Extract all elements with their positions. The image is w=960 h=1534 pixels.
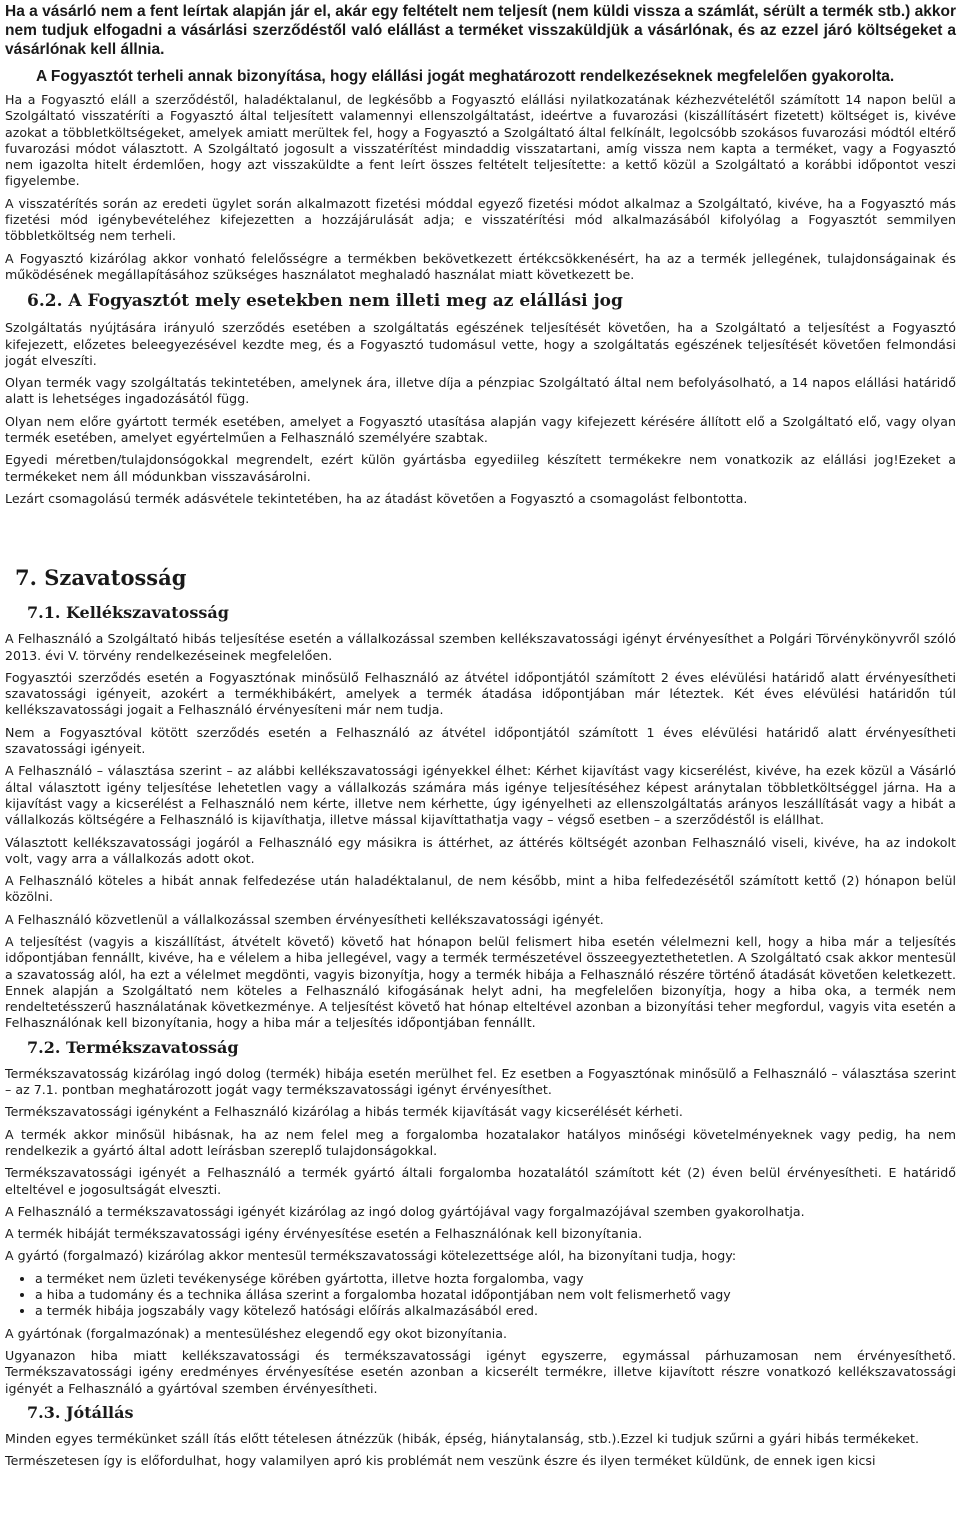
section-7-1-paragraph: A Felhasználó közvetlenül a vállalkozással szemben érvényesítheti kellékszavatossági igényét. [5,911,604,927]
section-7-1-heading: 7.1. Kellékszavatosság [27,603,229,623]
section-7-3-paragraph: Természetesen így is előfordulhat, hogy valamilyen apró kis problémát nem veszünk észre és ilyen terméket küldünk, de ennek igen kicsi [5,1453,876,1469]
section-7-2-paragraph: A termék akkor minősül hibásnak, ha az nem felel meg a forgalomba hozatalakor hatályos minőségi követelményeknek vagy pedig, ha nem rendelkezik a gyártó által adott leírásban szereplő tulajdonságokkal. [5,1126,956,1158]
refund-paragraph: Ha a Fogyasztó eláll a szerződéstől, haladéktalanul, de legkésőbb a Fogyasztó elállási nyilatkozatának kézhezvételétől számított 14 napon belül a Szolgáltató visszatéríti a Fogyasztó által teljesített valamennyi ellenszolgáltatást, ideértve a fuvarozási (kiszállításért fizetett) költséget is, kivéve azokat a többletköltségeket, amelyek amiatt merültek fel, hogy a Fogyasztó a Szolgáltató által felkínált, legolcsóbb szokásos fuvarozási módtól eltérő fuvarozási módot választott. A Szolgáltató jogosult a visszatérítést mindaddig visszatartani, amíg vissza nem kapta a terméket, vagy a Fogyasztó nem igazolta hitelt érdemlően, hogy azt visszaküldte a fent leírt összes feltételt teljesítette: a kettő közül a Szolgáltató a korábbi időpontot veszi figyelembe. [5,92,956,189]
intro-bold-proof-paragraph: A Fogyasztót terheli annak bizonyítása, hogy elállási jogát meghatározott rendelkezéseknek megfelelően gyakorolta. [36,68,895,85]
section-7-2-paragraph: A gyártó (forgalmazó) kizárólag akkor mentesül termékszavatossági kötelezettsége alól, ha bizonyítani tudja, hogy: [5,1248,737,1264]
section-7-3-paragraph: Minden egyes termékünket száll ítás előtt tételesen átnézzük (hibák, épség, hiánytalanság, stb.).Ezzel ki tudjuk szűrni a gyári hibás termékeket. [5,1430,920,1446]
depreciation-paragraph: A Fogyasztó kizárólag akkor vonható felelősségre a termékben bekövetkezett értékcsökkenésért, ha az a termék jellegének, tulajdonságainak és működésének megállapításához szükséges használatot meghaladó használat miatt következett be. [5,250,956,282]
section-6-2-paragraph: Olyan nem előre gyártott termék esetében, amelyet a Fogyasztó utasítása alapján vagy kifejezett kérésére állított elő a Szolgáltató elő, vagy olyan termék esetében, amelyet egyértelműen a Felhasználó személyére szabtak. [5,413,956,446]
section-6-2-paragraph: Olyan termék vagy szolgáltatás tekintetében, amelynek ára, illetve díja a pénzpiac Szolgáltató által nem befolyásolható, a 14 napos elállási határidő alatt is lehetséges ingadozásától függ. [5,375,956,407]
exemption-bullet-list [5,1271,956,1320]
section-7-2-paragraph: A Felhasználó a termékszavatossági igényét kizárólag az ingó dolog gyártójával vagy forgalmazójával szemben gyakorolhatja. [5,1203,805,1219]
section-6-2-paragraph: Szolgáltatás nyújtására irányuló szerződés esetében a szolgáltatás egészének teljesítését követően, ha a Szolgáltató a teljesítést a Fogyasztó kifejezett, előzetes beleegyezésével kezdte meg, és a Fogyasztó tudomásul vette, hogy a szolgáltatás egészének teljesítését követően felmondási jogát elveszíti. [5,320,956,368]
section-7-2-paragraph: Termékszavatosság kizárólag ingó dolog (termék) hibája esetén merülhet fel. Ez esetben a Fogyasztónak minősülő a Felhasználó – választása szerint – az 7.1. pontban meghatározott jogát vagy termékszavatossági igényt érvényesíthet. [5,1065,956,1098]
section-7-1-paragraph: A Felhasználó – választása szerint – az alábbi kellékszavatossági igényekkel élhet: Kérhet kijavítást vagy kicserélést, kivéve, ha ezek közül a Vásárló által választott igény teljesítése lehetetlen vagy a vállalkozás számára más igénye teljesítéséhez képest aránytalan többletköltséggel járna. Ha a kijavítást vagy a kicserélést a Felhasználó nem kérte, illetve nem kérhette, úgy igényelheti az ellenszolgáltatás arányos leszállítását vagy a hibát a vállalkozás költségére a Felhasználó is kijavíthatja, illetve mással kijavíttathatja vagy – végső esetben – a szerződéstől is elállhat. [5,763,956,828]
section-6-2-paragraph: Lezárt csomagolású termék adásvétele tekintetében, ha az átadást követően a Fogyasztó a csomagolást felbontotta. [5,490,748,506]
section-7-1-paragraph: Választott kellékszavatossági jogáról a Felhasználó egy másikra is áttérhet, az áttérés költségét azonban Felhasználó viseli, kivéve, ha az indokolt volt, vagy arra a vállalkozás adott okot. [5,834,956,866]
refund-method-paragraph: A visszatérítés során az eredeti ügylet során alkalmazott fizetési móddal egyező fizetési módot alkalmaz a Szolgáltató, kivéve, ha a Fogyasztó más fizetési mód igénybevételéhez kifejezetten a hozzájárulását adja; e visszatérítési mód alkalmazásából kifolyólag a Fogyasztót semmilyen többletköltség nem terheli. [5,195,956,244]
section-7-3-heading: 7.3. Jótállás [27,1402,134,1422]
section-7-2-heading: 7.2. Termékszavatosság [27,1037,239,1057]
section-7-1-paragraph: A Felhasználó köteles a hibát annak felfedezése után haladéktalanul, de nem később, mint a hiba felfedezésétől számított kettő (2) hónapon belül közölni. [5,873,956,905]
section-7-2-paragraph: Ugyanazon hiba miatt kellékszavatossági és termékszavatossági igényt egyszerre, egymással párhuzamosan nem érvényesíthető. Termékszavatossági igény eredményes érvényesítése esetén azonban a kicserélt termékre, illetve kijavított részre vonatkozó kellékszavatossági igényét a Felhasználó a gyártóval szemben érvényesítheti. [5,1347,956,1396]
section-7-1-paragraph: Nem a Fogyasztóval kötött szerződés esetén a Felhasználó az átvétel időpontjától számított 1 éves elévülési határidő alatt érvényesítheti szavatossági igényeit. [5,724,956,757]
section-7-2-paragraph: Termékszavatossági igényként a Felhasználó kizárólag a hibás termék kijavítását vagy kicserélését kérheti. [5,1104,683,1120]
intro-bold-paragraph: Ha a vásárló nem a fent leírtak alapján jár el, akár egy feltételt nem teljesít (nem küldi vissza a számlát, sérült a termék stb.) akkor nem tudjuk elfogadni a vásárlási szerződéstől való elállást a terméket visszaküldjük a vásárlónak, és az ezzel járó költségeket a vásárlónak kell állnia. [5,3,956,58]
section-7-1-paragraph: Fogyasztói szerződés esetén a Fogyasztónak minősülő Felhasználó az átvétel időpontjától számított 2 éves elévülési határidő alatt érvényesítheti szavatossági igényeit, azokért a termékhibákért, amelyek a termék átadása időpontjában már léteztek. Két éves elévülési határidőn túl kellékszavatossági jogait a Felhasználó érvényesíteni már nem tudja. [5,669,956,718]
section-6-2-paragraph: Egyedi méretben/tulajdonsógokkal megrendelt, ezért külön gyártásba egyediileg készített termékekre nem vonatkozik az elállási jog!Ezeket a termékeket nem áll módunkban visszavásárolni. [5,452,956,484]
list-item: • a terméket nem üzleti tevékenysége körében gyártotta, illetve hozta forgalomba, vagy [35,1271,956,1287]
section-7-2-paragraph: Termékszavatossági igényét a Felhasználó a termék gyártó általi forgalomba hozatalától számított két (2) éven belül érvényesítheti. E határidő elteltével e jogosultságát elveszti. [5,1165,956,1197]
section-7-2-paragraph: A termék hibáját termékszavatossági igény érvényesítése esetén a Felhasználónak kell bizonyítania. [5,1226,643,1242]
list-item: • a hiba a tudomány és a technika állása szerint a forgalomba hozatal időpontjában nem volt felismerhető vagy [35,1287,956,1303]
section-7-1-paragraph: A teljesítést (vagyis a kiszállítást, átvételt követő) követő hat hónapon belül felismert hiba esetén vélelmezni kell, hogy a hiba már a teljesítés időpontjában fennállt, kivéve, ha e vélelem a hiba jellegével, vagy a termék természetével összeegyeztethetetlen. A Szolgáltató csak akkor mentesül a szavatosság alól, ha ezt a vélelmet megdönti, vagyis bizonyítja, hogy a termék hibája a Felhasználó részére történő átadását követően keletkezett. Ennek alapján a Szolgáltató nem köteles a Felhasználó kifogásának helyt adni, ha megfelelően bizonyítja, hogy a hiba oka, a termék nem rendeltetésszerű használatának következménye. A teljesítést követő hat hónap elteltével azonban a bizonyítási teher megfordul, vagyis vita esetén a Felhasználónak kell bizonyítania, hogy a hiba már a teljesítés időpontjában fennállt. [5,933,956,1031]
section-7-2-paragraph: A gyártónak (forgalmazónak) a mentesüléshez elegendő egy okot bizonyítania. [5,1325,508,1341]
section-6-2-heading: 6.2. A Fogyasztót mely esetekben nem illeti meg az elállási jog [27,291,623,312]
list-item: • a termék hibája jogszabály vagy kötelező hatósági előírás alkalmazásából ered. [35,1303,956,1319]
chapter-7-heading: 7. Szavatosság [15,565,187,591]
section-7-1-paragraph: A Felhasználó a Szolgáltató hibás teljesítése esetén a vállalkozással szemben kellékszavatossági igényt érvényesíthet a Polgári Törvénykönyvről szóló 2013. évi V. törvény rendelkezéseinek megfelelően. [5,631,956,663]
